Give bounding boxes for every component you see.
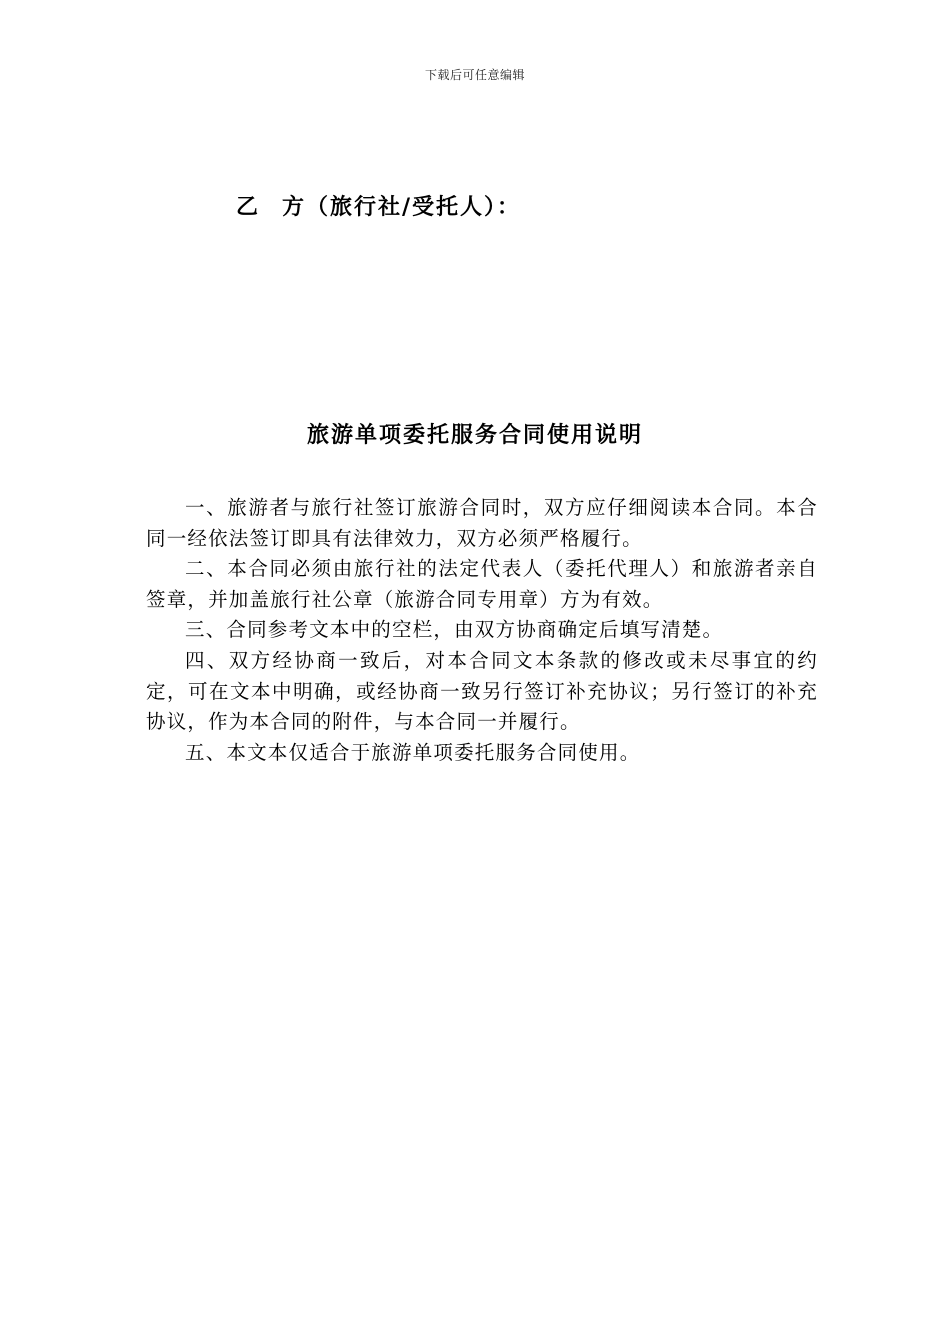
instruction-paragraph-1: 一、旅游者与旅行社签订旅游合同时，双方应仔细阅读本合同。本合同一经依法签订即具有法律效力，双方必须严格履行。: [146, 496, 818, 550]
instructions-body: [146, 493, 818, 768]
instruction-paragraph-3: 三、合同参考文本中的空栏，由双方协商确定后填写清楚。: [185, 618, 724, 642]
page-header-note: 下载后可任意编辑: [424, 68, 525, 82]
instruction-paragraph-5: 五、本文本仅适合于旅游单项委托服务合同使用。: [185, 740, 641, 764]
document-title: 旅游单项委托服务合同使用说明: [306, 422, 643, 448]
instruction-paragraph-2: 二、本合同必须由旅行社的法定代表人（委托代理人）和旅游者亲自签章，并加盖旅行社公章（旅游合同专用章）方为有效。: [146, 557, 818, 611]
party-b-label-char: 乙: [236, 194, 261, 220]
party-b-label: 方（旅行社/受托人）：: [282, 194, 522, 220]
party-b-line: [236, 190, 521, 221]
instruction-paragraph-4: 四、双方经协商一致后，对本合同文本条款的修改或未尽事宜的约定，可在文本中明确，或经协商一致另行签订补充协议；另行签订的补充协议，作为本合同的附件，与本合同一并履行。: [146, 648, 818, 734]
